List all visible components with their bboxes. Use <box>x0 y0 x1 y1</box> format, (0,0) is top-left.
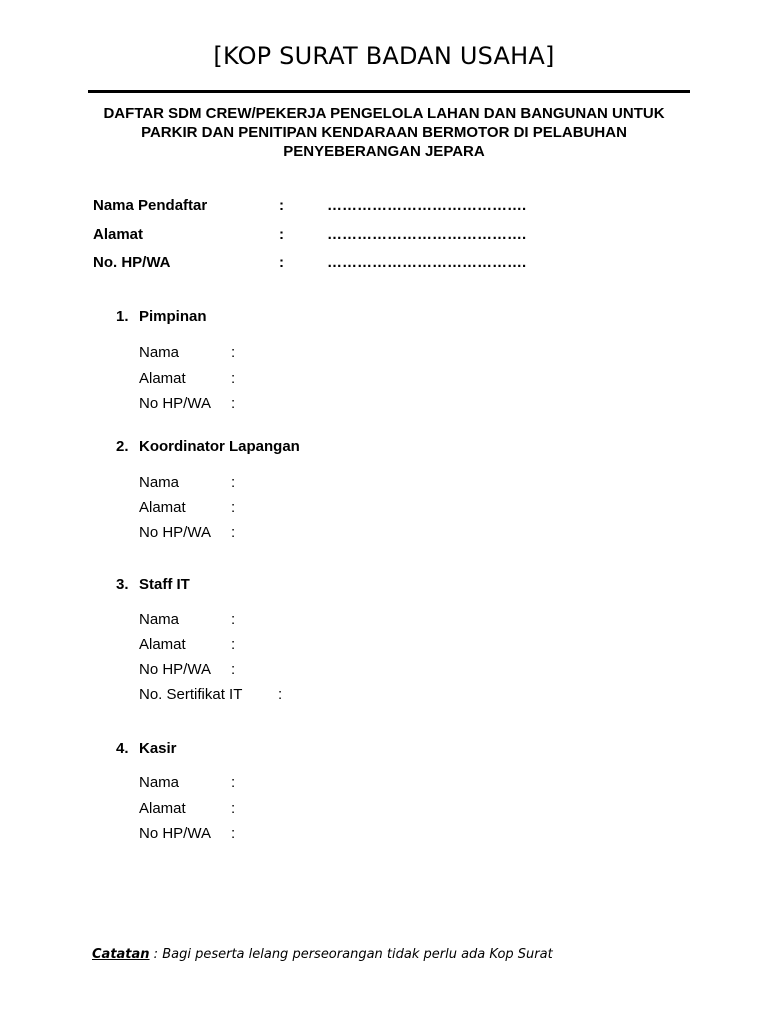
section-3-heading: Staff IT <box>139 576 190 593</box>
section-4-field-label: No HP/WA <box>139 825 211 842</box>
section-4-number: 4. <box>116 740 129 757</box>
section-1-heading: Pimpinan <box>139 308 207 325</box>
section-2-field-colon: : <box>231 524 236 541</box>
title-line-1: DAFTAR SDM CREW/PEKERJA PENGELOLA LAHAN DAN BANGUNAN UNTUK <box>103 105 665 122</box>
section-1-number: 1. <box>116 308 129 325</box>
title-line-3: PENYEBERANGAN JEPARA <box>283 143 485 160</box>
section-1-field-label: Alamat <box>139 370 186 387</box>
registrant-name-label: Nama Pendaftar <box>93 197 208 214</box>
letterhead-placeholder: [KOP SURAT BADAN USAHA] <box>213 42 555 70</box>
section-4-field-label: Nama <box>139 774 180 791</box>
footnote <box>92 947 553 962</box>
section-3-field-label: Alamat <box>139 636 186 653</box>
section-3-field-colon: : <box>231 636 236 653</box>
section-2-field-label: No HP/WA <box>139 524 211 541</box>
header-divider <box>88 90 690 93</box>
registrant-phone-colon: : <box>279 254 284 271</box>
section-4-field-colon: : <box>231 825 236 842</box>
section-2-field-label: Nama <box>139 474 180 491</box>
section-1-field-label: No HP/WA <box>139 395 211 412</box>
section-3-number: 3. <box>116 576 129 593</box>
section-2-field-colon: : <box>231 474 236 491</box>
section-3-field-colon: : <box>278 686 283 703</box>
registrant-address-value: …………………………………. <box>327 226 527 243</box>
section-4-field-colon: : <box>231 774 236 791</box>
registrant-name-colon: : <box>279 197 284 214</box>
registrant-address-label: Alamat <box>93 226 144 243</box>
footnote-text: : Bagi peserta lelang perseorangan tidak perlu ada Kop Surat <box>149 947 553 962</box>
section-2-number: 2. <box>116 438 129 455</box>
section-4-field-label: Alamat <box>139 800 186 817</box>
section-3-field-label: No HP/WA <box>139 661 211 678</box>
section-3-field-colon: : <box>231 611 236 628</box>
section-1-field-colon: : <box>231 395 236 412</box>
title-line-2: PARKIR DAN PENITIPAN KENDARAAN BERMOTOR DI PELABUHAN <box>141 124 627 141</box>
section-2-field-label: Alamat <box>139 499 186 516</box>
section-4-field-colon: : <box>231 800 236 817</box>
document-title <box>84 104 684 161</box>
section-3-field-label: Nama <box>139 611 180 628</box>
section-3-field-label: No. Sertifikat IT <box>139 686 243 703</box>
section-2-heading: Koordinator Lapangan <box>139 438 300 455</box>
registrant-address-colon: : <box>279 226 284 243</box>
section-1-field-label: Nama <box>139 344 180 361</box>
section-1-field-colon: : <box>231 344 236 361</box>
registrant-phone-value: …………………………………. <box>327 254 527 271</box>
section-1-field-colon: : <box>231 370 236 387</box>
section-2-field-colon: : <box>231 499 236 516</box>
footnote-label: Catatan <box>92 947 150 962</box>
registrant-name-value: …………………………………. <box>327 197 527 214</box>
registrant-phone-label: No. HP/WA <box>93 254 171 271</box>
section-4-heading: Kasir <box>139 740 177 757</box>
section-3-field-colon: : <box>231 661 236 678</box>
